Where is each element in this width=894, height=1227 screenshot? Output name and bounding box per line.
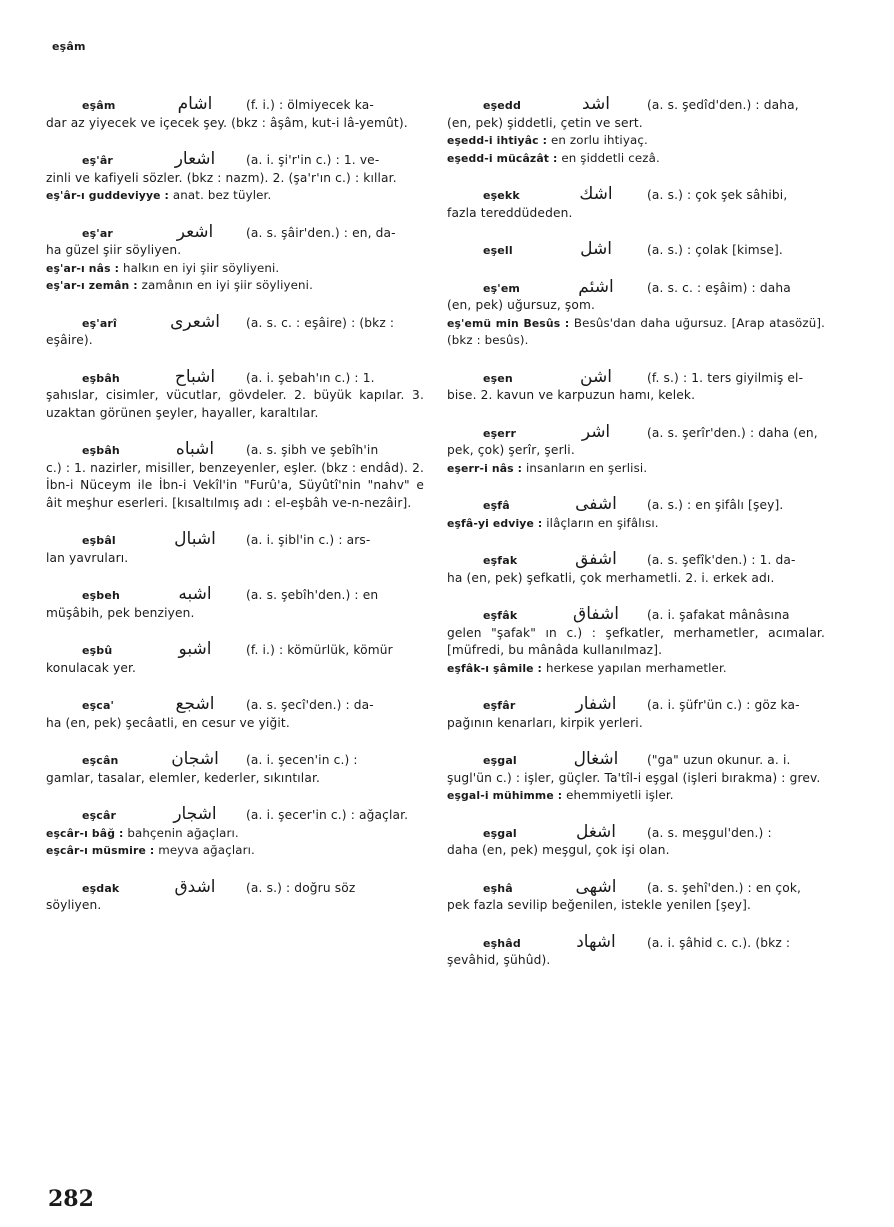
entry-first-line (447, 876, 825, 898)
arabic-script: اشجار (173, 804, 217, 824)
dictionary-entry (46, 311, 424, 350)
sub-entry-term: eşfâ-yi edviye : (447, 516, 543, 530)
headword: eşdak (82, 881, 120, 895)
arabic-script: اشغال (573, 749, 619, 769)
definition-lead: (a. s. şâir'den.) : en, da- (246, 225, 396, 240)
entry-first-line (447, 276, 825, 298)
definition-text: şevâhid, şühûd). (447, 953, 551, 967)
definition-text: eşâire). (46, 333, 93, 347)
definition-lead: (a. s.) : çok şek sâhibi, (647, 188, 788, 202)
arabic-script: اشئم (578, 276, 614, 297)
entry-first-line (46, 751, 424, 770)
entry-first-line (447, 696, 825, 715)
entry-first-line (46, 876, 424, 898)
definition-lead: (a. i. şafakat mânâsına (647, 608, 790, 622)
definition-lead: (a. i. şecer'in c.) : ağaçlar. (246, 808, 409, 822)
arabic-script: اشفق (575, 549, 617, 569)
arabic-script: اشهى (575, 876, 617, 897)
dictionary-entry (447, 551, 825, 587)
definition-text: bise. 2. kavun ve karpuzun hamı, kelek. (447, 388, 696, 402)
definition-lead: (a. s. şehî'den.) : en çok, (647, 880, 802, 895)
definition-text: dar az yiyecek ve içecek şey. (bkz : âşâm, kut-i lâ-yemût). (46, 115, 408, 130)
dictionary-entry (46, 151, 424, 205)
dictionary-entry (447, 276, 825, 350)
definition-text: şugl'ün c.) : işler, güçler. Ta'tîl-i eşgal (işleri bırakma) : grev. (447, 770, 821, 785)
dictionary-entry (46, 441, 424, 512)
sub-entry-text: halkın en iyi şiir söyliyeni. (122, 260, 280, 275)
headword: eşâm (82, 99, 116, 112)
entry-first-line (46, 531, 424, 550)
sub-entry-term: eşerr-i nâs : (447, 461, 523, 475)
entry-first-line (46, 96, 424, 115)
sub-entry-text: en şiddetli cezâ. (561, 150, 660, 165)
headword: eşen (483, 371, 513, 385)
entry-first-line (447, 606, 825, 625)
headword: eşfâr (483, 699, 516, 712)
arabic-script: اشن (580, 366, 612, 387)
definition-lead: (a. s. şibh ve şebîh'in (246, 443, 379, 457)
sub-entry (46, 260, 424, 278)
definition-text: zinli ve kafiyeli sözler. (bkz : nazm). 2. (şa'r'ın c.) : kıllar. (46, 170, 397, 185)
definition-text: lan yavruları. (46, 550, 129, 565)
definition-text: gamlar, tasalar, elemler, kederler, sıkıntılar. (46, 770, 321, 785)
definition-lead: (a. s. şefîk'den.) : 1. da- (647, 553, 796, 567)
entry-first-line (46, 221, 424, 243)
arabic-script: اشفار (575, 694, 617, 714)
dictionary-entry (46, 806, 424, 860)
definition-text: ha (en, pek) şefkatli, çok merhametli. 2. i. erkek adı. (447, 570, 775, 585)
definition-text: gelen "şafak" ın c.) : şefkatler, merhametler, acımalar. [müfredi, bu mânâda kullanılmaz]. (447, 625, 825, 657)
definition-lead: (a. i. şi'r'in c.) : 1. ve- (246, 153, 380, 167)
sub-entry-text: bahçenin ağaçları. (127, 825, 239, 840)
arabic-script: اشر (581, 421, 611, 442)
definition-text: (en, pek) uğursuz, şom. (447, 298, 596, 312)
entry-first-line (447, 931, 825, 953)
headword: eşca' (82, 699, 115, 712)
definition-text: ha (en, pek) şecâatli, en cesur ve yiğit. (46, 715, 290, 730)
sub-entry-text: en zorlu ihtiyaç. (550, 133, 648, 147)
arabic-script: اشباه (175, 439, 215, 459)
left-column (46, 96, 424, 934)
definition-lead: (a. i. şâhid c. c.). (bkz : (647, 935, 791, 950)
sub-entry-text: anat. bez tüyler. (172, 188, 272, 202)
headword: eşbâh (82, 371, 120, 385)
headword: eş'em (483, 281, 521, 295)
headword: eşcâr (82, 809, 117, 822)
page-number: 282 (48, 1186, 94, 1212)
arabic-script: اشدق (174, 876, 216, 897)
arabic-script: اشهاد (576, 931, 616, 952)
arabic-script: اشجان (171, 749, 219, 769)
arabic-script: اشبه (178, 584, 212, 604)
dictionary-entry (447, 96, 825, 167)
arabic-script: اشغل (575, 821, 617, 842)
sub-entry-term: eş'âr-ı guddeviyye : (46, 189, 170, 202)
entry-first-line (46, 151, 424, 170)
headword: eş'ar (82, 226, 113, 240)
definition-lead: (a. s. c. : eşâire) : (bkz : (246, 315, 395, 330)
headword: eş'arî (82, 316, 117, 330)
dictionary-entry (447, 696, 825, 732)
arabic-script: اشل (580, 239, 612, 259)
entry-first-line (46, 641, 424, 660)
entry-first-line (447, 821, 825, 843)
headword: eşbeh (82, 589, 120, 602)
dictionary-entry (46, 531, 424, 567)
headword: eş'âr (82, 154, 113, 167)
dictionary-entry (447, 496, 825, 532)
sub-entry-term: eşfâk-ı şâmile : (447, 661, 543, 675)
arabic-script: اشعرى (170, 311, 220, 332)
headword: eşgal (483, 826, 517, 840)
arabic-script: اشعار (174, 149, 216, 169)
sub-entry (447, 515, 825, 533)
definition-lead: (a. s. meşgul'den.) : (647, 825, 772, 840)
sub-entry-text: Besûs'dan daha uğursuz. [Arap atasözü]. (bkz : besûs). (447, 315, 825, 347)
sub-entry (447, 150, 825, 168)
entry-first-line (447, 751, 825, 770)
headword: eşfak (483, 554, 518, 567)
definition-lead: (a. s. c. : eşâim) : daha (647, 280, 791, 295)
definition-lead: (a. s. şebîh'den.) : en (246, 588, 379, 602)
arabic-script: اشفى (575, 494, 617, 514)
dictionary-entry (46, 96, 424, 132)
dictionary-entry (46, 586, 424, 622)
definition-text: müşâbih, pek benziyen. (46, 605, 195, 620)
arabic-script: اشد (582, 94, 610, 114)
headword: eşcân (82, 754, 119, 767)
arabic-script: اشبو (178, 639, 212, 659)
sub-entry-term: eş'ar-ı zemân : (46, 279, 138, 292)
dictionary-entry (447, 421, 825, 478)
sub-entry-text: insanların en şerlisi. (526, 460, 648, 475)
headword: eşekk (483, 189, 520, 202)
entry-first-line (46, 441, 424, 460)
definition-text: şahıslar, cisimler, vücutlar, gövdeler. 2. büyük kapılar. 3. uzaktan görünen şeyler, hayaller, karaltılar. (46, 388, 424, 420)
entry-first-line (46, 696, 424, 715)
definition-lead: (a. i. şecen'in c.) : (246, 753, 358, 767)
sub-entry-text: herkese yapılan merhametler. (545, 660, 727, 675)
sub-entry-term: eşgal-i mühimme : (447, 789, 563, 802)
definition-text: daha (en, pek) meşgul, çok işi olan. (447, 843, 670, 857)
headword: eşell (483, 244, 513, 257)
sub-entry-term: eşedd-i mücâzât : (447, 151, 558, 165)
dictionary-entry (46, 751, 424, 787)
definition-lead: (a. i. şebah'ın c.) : 1. (246, 370, 375, 385)
headword: eşerr (483, 426, 517, 440)
sub-entry (447, 660, 825, 678)
arabic-script: اشبال (174, 529, 216, 549)
entry-first-line (46, 806, 424, 825)
dictionary-entry (447, 876, 825, 915)
entry-first-line (447, 421, 825, 443)
dictionary-entry (447, 606, 825, 677)
entry-first-line (46, 311, 424, 333)
headword: eşbâl (82, 534, 116, 547)
sub-entry-term: eşedd-i ihtiyâc : (447, 134, 548, 147)
arabic-script: اشام (177, 94, 213, 114)
sub-entry-text: ehemmiyetli işler. (566, 788, 674, 802)
definition-lead: (f. i.) : kömürlük, kömür (246, 643, 393, 657)
arabic-script: اشك (579, 184, 613, 204)
arabic-script: اشعر (176, 221, 214, 242)
definition-lead: (a. s. şecî'den.) : da- (246, 698, 374, 712)
running-head: eşâm (52, 40, 86, 53)
dictionary-entry (447, 241, 825, 260)
definition-text: c.) : 1. nazirler, misiller, benzeyenler, eşler. (bkz : endâd). 2. İbn-i Nüceym ile İbn-i Vekîl'in "Furû'a, Süyûtî'nin "nahv" e âit meşhur eserleri. [kısaltılmış adı : el-eşbâh ve-n-nezâir]. (46, 460, 424, 510)
definition-text: pağının kenarları, kirpik yerleri. (447, 715, 643, 730)
dictionary-entry (46, 366, 424, 423)
dictionary-entry (447, 366, 825, 405)
headword: eşhâ (483, 881, 513, 895)
definition-lead: ("ga" uzun okunur. a. i. (647, 753, 791, 767)
entry-first-line (447, 551, 825, 570)
right-column (447, 96, 825, 989)
headword: eşbû (82, 644, 113, 657)
sub-entry-text: zamânın en iyi şiir söyliyeni. (141, 278, 314, 292)
definition-text: pek, çok) şerîr, şerli. (447, 443, 575, 457)
definition-lead: (a. i. şibl'in c.) : ars- (246, 533, 371, 547)
entry-first-line (447, 96, 825, 115)
definition-text: ha güzel şiir söyliyen. (46, 243, 182, 257)
sub-entry (46, 277, 424, 295)
definition-text: fazla tereddüdeden. (447, 205, 573, 220)
definition-lead: (f. i.) : ölmiyecek ka- (246, 98, 374, 112)
entry-first-line (447, 241, 825, 260)
entry-first-line (447, 496, 825, 515)
dictionary-entry (447, 186, 825, 222)
sub-entry (46, 187, 424, 205)
sub-entry-term: eş'ar-ı nâs : (46, 261, 120, 275)
dictionary-entry (46, 876, 424, 915)
sub-entry-text: meyva ağaçları. (158, 843, 255, 857)
headword: eşfâ (483, 499, 510, 512)
sub-entry (447, 787, 825, 805)
sub-entry (46, 825, 424, 843)
arabic-script: اشجع (175, 694, 215, 714)
dictionary-entry (46, 641, 424, 677)
headword: eşedd (483, 99, 521, 112)
sub-entry-term: eşcâr-ı bâğ : (46, 826, 124, 840)
entry-first-line (447, 186, 825, 205)
headword: eşgal (483, 754, 517, 767)
sub-entry (46, 842, 424, 860)
sub-entry-term: eş'emü min Besûs : (447, 316, 570, 330)
headword: eşhâd (483, 936, 521, 950)
dictionary-entry (46, 221, 424, 295)
sub-entry (447, 460, 825, 478)
sub-entry-term: eşcâr-ı müsmire : (46, 844, 155, 857)
definition-lead: (a. s.) : doğru söz (246, 880, 356, 895)
definition-text: söyliyen. (46, 898, 102, 912)
definition-lead: (a. s.) : en şifâlı [şey]. (647, 498, 784, 512)
entry-first-line (46, 366, 424, 388)
definition-lead: (a. s.) : çolak [kimse]. (647, 243, 783, 257)
definition-lead: (f. s.) : 1. ters giyilmiş el- (647, 370, 804, 385)
dictionary-entry (447, 821, 825, 860)
dictionary-entry (447, 931, 825, 970)
entry-first-line (46, 586, 424, 605)
dictionary-entry (46, 696, 424, 732)
definition-lead: (a. i. şüfr'ün c.) : göz ka- (647, 698, 800, 712)
definition-text: konulacak yer. (46, 660, 137, 675)
sub-entry (447, 132, 825, 150)
sub-entry-text: ilâçların en şifâlısı. (546, 515, 659, 530)
entry-first-line (447, 366, 825, 388)
dictionary-entry (447, 751, 825, 805)
definition-text: (en, pek) şiddetli, çetin ve sert. (447, 115, 643, 130)
arabic-script: اشباح (174, 366, 216, 387)
definition-lead: (a. s. şedîd'den.) : daha, (647, 98, 799, 112)
arabic-script: اشفاق (573, 604, 619, 624)
headword: eşbâh (82, 444, 120, 457)
headword: eşfâk (483, 609, 518, 622)
definition-text: pek fazla sevilip beğenilen, istekle yenilen [şey]. (447, 898, 752, 912)
definition-lead: (a. s. şerîr'den.) : daha (en, (647, 425, 818, 440)
sub-entry (447, 315, 825, 350)
